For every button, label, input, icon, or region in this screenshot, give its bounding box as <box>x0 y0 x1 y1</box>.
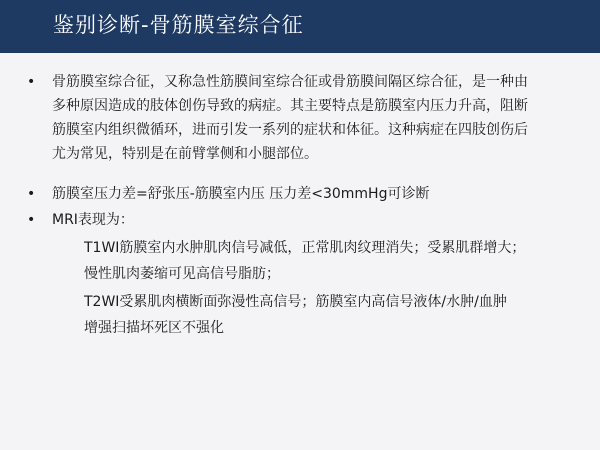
mri-t1-line: T1WI筋膜室内水肿肌肉信号减低，正常肌肉纹理消失；受累肌群增大； <box>84 240 526 256</box>
definition-line: 骨筋膜室综合征，又称急性筋膜间室综合征或骨筋膜间隔区综合征，是一种由 <box>52 74 528 90</box>
bullet-marker: • <box>27 74 36 90</box>
mri-chronic-line: 慢性肌肉萎缩可见高信号脂肪； <box>84 266 280 282</box>
definition-paragraph <box>52 70 582 166</box>
bullet-marker: • <box>27 186 36 202</box>
mri-enhancement-line: 增强扫描坏死区不强化 <box>84 320 224 336</box>
mri-heading: MRI表现为： <box>52 212 134 228</box>
definition-line: 尤为常见，特别是在前臂掌侧和小腿部位。 <box>52 146 318 162</box>
bullet-marker: • <box>27 212 36 228</box>
page-title: 鉴别诊断-骨筋膜室综合征 <box>53 13 304 37</box>
mri-t2-line: T2WI受累肌肉横断面弥漫性高信号；筋膜室内高信号液体/水肿/血肿 <box>84 294 507 310</box>
definition-line: 筋膜室内组织微循环，进而引发一系列的症状和体征。这种病症在四肢创伤后 <box>52 122 528 138</box>
definition-line: 多种原因造成的肢体创伤导致的病症。其主要特点是筋膜室内压力升高，阻断 <box>52 98 528 114</box>
pressure-difference-text: 筋膜室压力差=舒张压-筋膜室内压 压力差<30mmHg可诊断 <box>52 186 430 202</box>
